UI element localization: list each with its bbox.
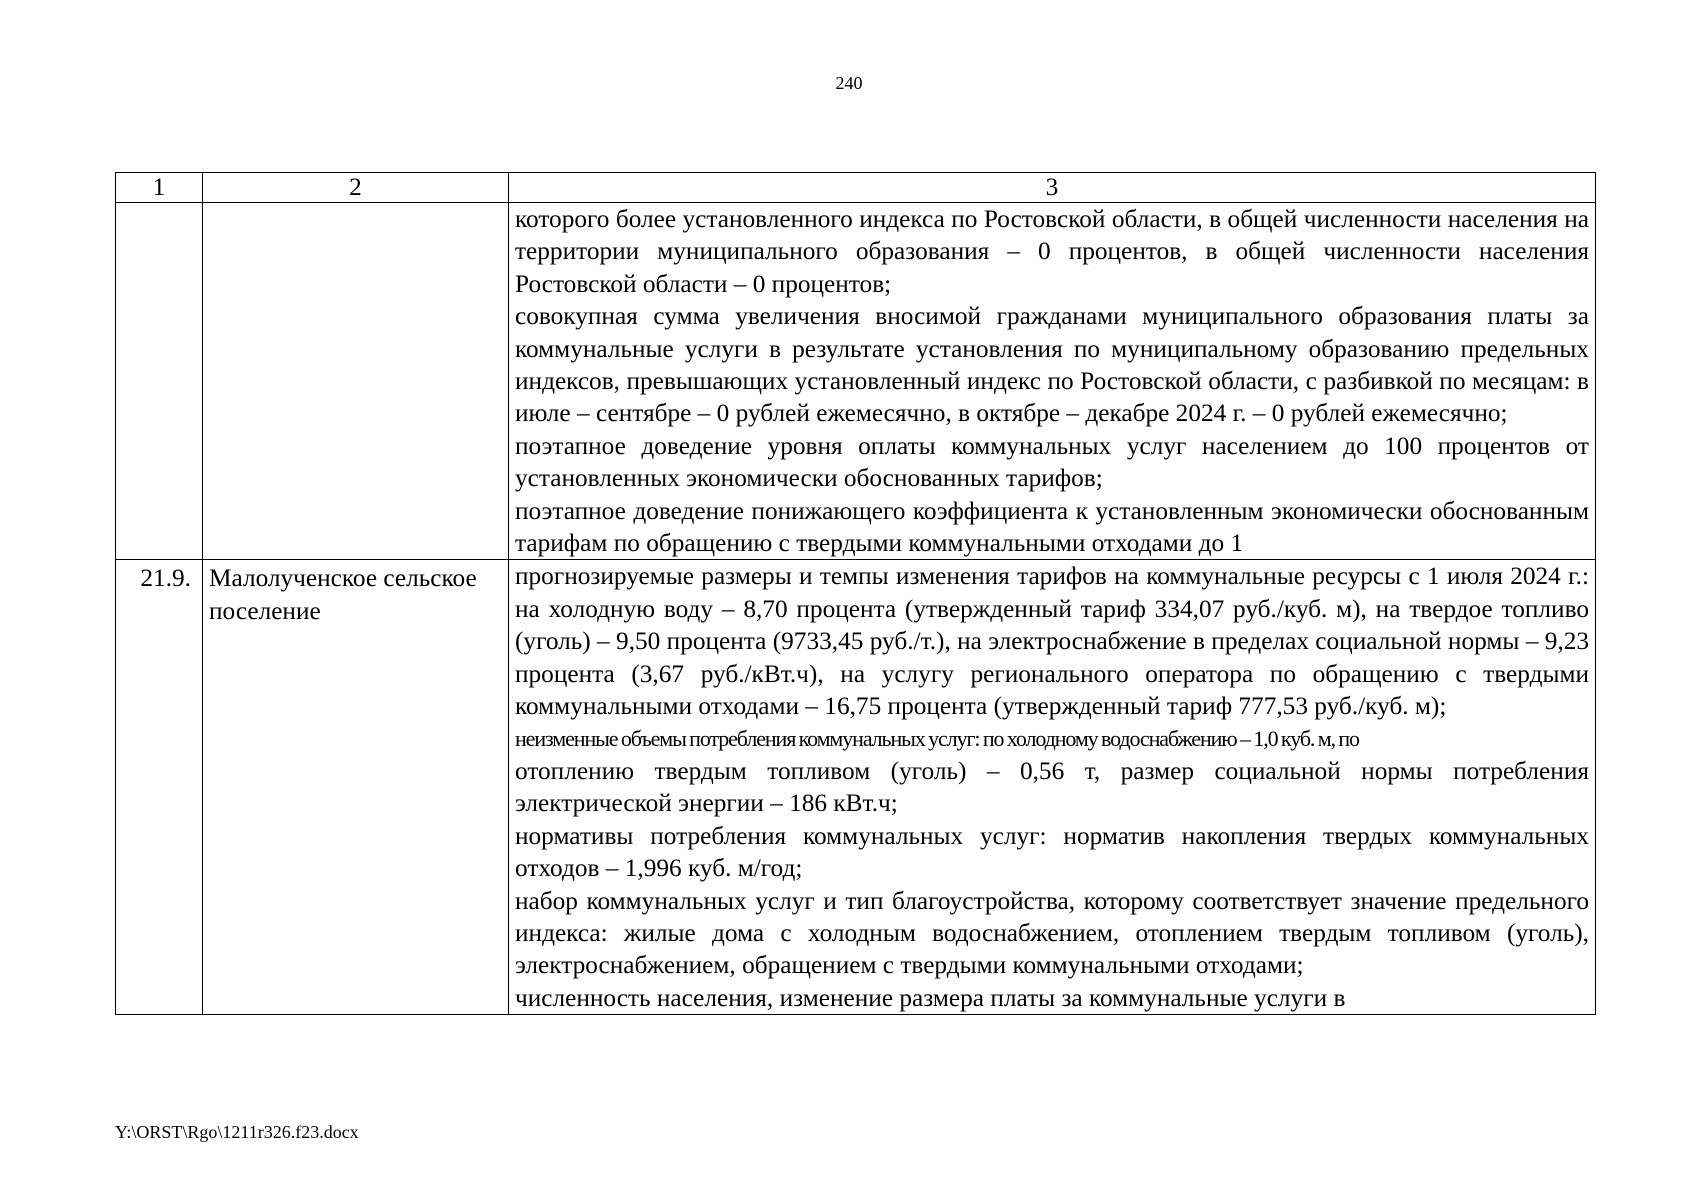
paragraph: прогнозируемые размеры и темпы изменения тарифов на коммунальные ресурсы с 1 июля 2024 г.: на холодную воду – 8,70 процента (утвержденный тариф 334,07 руб./куб. м), на твердое топливо (уголь) – 9,50 процента (9733,45 руб./т.), на электроснабжение в пределах социальной нормы – 9,23 процента (3,67 руб./кВт.ч), на услугу регионального оператора по обращению с твердыми коммунальными отходами – 16,75 процента (утвержденный тариф 777,53 руб./куб. м); [515,562,1589,721]
paragraph: которого более установленного индекса по Ростовской области, в общей численности населения на территории муниципального образования – 0 процентов, в общей численности населения Ростовской области – 0 процентов; [515,205,1589,298]
paragraph: неизменные объемы потребления коммунальных услуг: по холодному водоснабжению – 1,0 куб. м, по [515,725,1359,751]
row-number [116,203,203,560]
paragraph: нормативы потребления коммунальных услуг: норматив накопления твердых коммунальных отходов – 1,996 куб. м/год; [515,821,1589,883]
table-row [116,203,1596,560]
paragraph: поэтапное доведение уровня оплаты коммунальных услуг населением до 100 процентов от установленных экономически обоснованных тарифов; [515,431,1589,493]
page-number: 240 [835,73,863,93]
header-col-2: 2 [203,173,509,203]
paragraph: поэтапное доведение понижающего коэффициента к установленным экономически обоснованным тарифам по обращению с твердыми коммунальными отходами до 1 [515,496,1589,558]
row-municipality-name: Малолученское сельское поселение [203,560,509,1015]
row-description [509,560,1596,1015]
paragraph: отоплению твердым топливом (уголь) – 0,56 т, размер социальной нормы потребления электрической энергии – 186 кВт.ч; [515,756,1589,818]
table-header-row [116,173,1596,203]
header-col-1: 1 [116,173,203,203]
header-col-3: 3 [509,173,1596,203]
tariff-table [115,172,1596,1015]
paragraph: совокупная сумма увеличения вносимой гражданами муниципального образования платы за коммунальные услуги в результате установления по муниципальному образованию предельных индексов, превышающих установленный индекс по Ростовской области, с разбивкой по месяцам: в июле – сентябре – 0 рублей ежемесячно, в октябре – декабре 2024 г. – 0 рублей ежемесячно; [515,302,1589,428]
row-number: 21.9. [116,560,203,1015]
table-row [116,560,1596,1015]
paragraph: набор коммунальных услуг и тип благоустройства, которому соответствует значение предельного индекса: жилые дома с холодным водоснабжением, отоплением твердым топливом (уголь), электроснабжением, обращением с твердыми коммунальными отходами; [515,886,1589,980]
file-path-footer: Y:\ORST\Rgo\1211r326.f23.docx [115,1122,359,1142]
row-municipality-name [203,203,509,560]
paragraph: численность населения, изменение размера платы за коммунальные услуги в [515,983,1346,1012]
row-description [509,203,1596,560]
